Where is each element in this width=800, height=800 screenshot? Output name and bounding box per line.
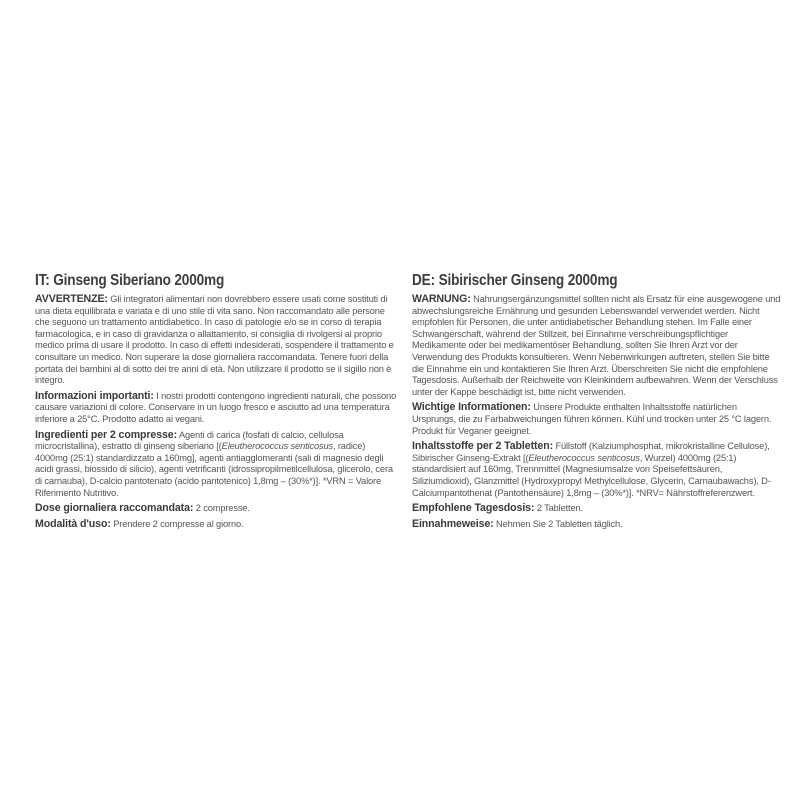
german-dose-text: 2 Tabletten.	[534, 503, 583, 514]
italian-dose-text: 2 compresse.	[193, 503, 250, 514]
italian-label-column	[35, 272, 400, 534]
german-warnings-paragraph	[412, 294, 782, 398]
german-ingredients-paragraph	[412, 441, 782, 499]
italian-info-text: I nostri prodotti contengono ingredienti naturali, che possono causare variazioni di colore. Conservare in un luogo fresco e asciutto ad una temperatura inferiore a 25°C. Prodotto adatto ai vegani.	[35, 390, 397, 424]
german-ingredients-text-1: Füllstoff (Kalziumphosphat, mikrokristalline Cellulose), Sibirischer Ginseng-Extrakt [(	[412, 441, 770, 463]
german-usage-label: Einnahmeweise:	[412, 517, 494, 530]
italian-dose-paragraph	[35, 503, 400, 515]
italian-info-label: Informazioni importanti:	[35, 389, 154, 402]
german-warnings-label: WARNUNG:	[412, 293, 471, 305]
german-ingredients-latin-name: Eleutherococcus senticosus	[528, 452, 640, 463]
italian-ingredients-text-2: , radice) 4000mg (25:1) standardizzato a 160mg], agenti antiagglomeranti (sali di magnesio degli acidi grassi, biossido di silicio), agenti vetrificanti (idrossipropilmetilcellulosa, glicerolo, cera di carnauba), D-calcio pantotenato (acido pantotenico) 1,8mg – (30%*)]. *VRN = Valore Riferimento Nutritivo.	[35, 441, 393, 498]
german-info-text: Unsere Produkte enthalten Inhaltsstoffe natürlichen Ursprungs, die zu Farbabweichungen führen können. Kühl und trocken unter 25 °C lagern. Produkt für Veganer geeignet.	[412, 402, 772, 436]
german-usage-paragraph	[412, 519, 782, 531]
german-dose-paragraph	[412, 503, 782, 515]
german-ingredients-label: Inhaltsstoffe per 2 Tabletten:	[412, 440, 554, 453]
italian-dose-label: Dose giornaliera raccomandata:	[35, 502, 194, 515]
italian-warnings-paragraph	[35, 294, 400, 387]
italian-ingredients-paragraph	[35, 430, 400, 500]
german-label-column	[412, 272, 782, 534]
italian-ingredients-latin-name: Eleutherococcus senticosus	[221, 441, 333, 452]
italian-info-paragraph	[35, 391, 400, 426]
german-warnings-text: Nahrungsergänzungsmittel sollten nicht als Ersatz für eine ausgewogene und abwechslungsreiche Ernährung und gesunden Lebenswandel verwendet werden. Nicht empfohlen für Personen, die unter antidiabetischer Behandlung stehen. Im Falle einer Schwangerschaft, während der Stillzeit, bei Einnahme verschreibungspflichtiger Medikamente oder bei medikamentöser Behandlung, sollten Sie Ihren Arzt vor der Verwendung des Produkts konsultieren. Wenn Nebenwirkungen auftreten, stellen Sie bitte die Einnahme ein und kontaktieren Sie Ihren Arzt. Überschreiten Sie nicht die empfohlene Tagesdosis. Außerhalb der Reichweite von Kleinkindern aufbewahren. Wenn der Verschluss unter der Kappe beschädigt ist, bitte nicht verwenden.	[412, 294, 781, 397]
german-usage-text: Nehmen Sie 2 Tabletten täglich.	[493, 518, 623, 529]
german-dose-label: Empfohlene Tagesdosis:	[412, 502, 535, 515]
italian-warnings-text: Gli integratori alimentari non dovrebbero essere usati come sostituti di una dieta equilibrata e variata e di uno stile di vita sano. Non raccomandato alle persone che seguono un trattamento antidiabetico. In caso di patologie e/o se in corso di terapia farmacologica, e in caso di gravidanza o allattamento, si consiglia di rivolgersi al proprio medico prima di usare il prodotto. In caso di effetti indesiderati, sospendere il trattamento e consultare un medico. Non superare la dose giornaliera raccomandata. Tenere fuori della portata dei bambini al di sotto dei tre anni di età. Non utilizzare il prodotto se il sigillo non è integro.	[35, 294, 394, 386]
german-ingredients-text-2: , Wurzel) 4000mg (25:1) standardisiert auf 160mg, Trennmittel (Magnesiumsalze von Speisefettsäuren, Siliziumdioxid), Glanzmittel (Hydroxypropyl Methylcellulose, Glycerin, Carnaubawachs), D-Calciumpantothenat (Pantothensäure) 1,8mg – (30%*)]. *NRV= Nährstoffreferenzwert.	[412, 452, 771, 498]
german-product-title: DE: Sibirischer Ginseng 2000mg	[412, 272, 618, 289]
italian-product-title: IT: Ginseng Siberiano 2000mg	[35, 272, 225, 289]
german-info-label: Wichtige Informationen:	[412, 401, 531, 414]
italian-usage-label: Modalità d'uso:	[35, 517, 111, 530]
italian-usage-text: Prendere 2 compresse al giorno.	[110, 518, 244, 529]
italian-usage-paragraph	[35, 519, 400, 531]
italian-ingredients-label: Ingredienti per 2 compresse:	[35, 428, 178, 441]
german-info-paragraph	[412, 402, 782, 437]
italian-ingredients-text-1: Agenti di carica (fosfati di calcio, cellulosa microcristallina), estratto di ginseng siberiano [(	[35, 429, 344, 452]
italian-warnings-label: AVVERTENZE:	[35, 293, 108, 305]
